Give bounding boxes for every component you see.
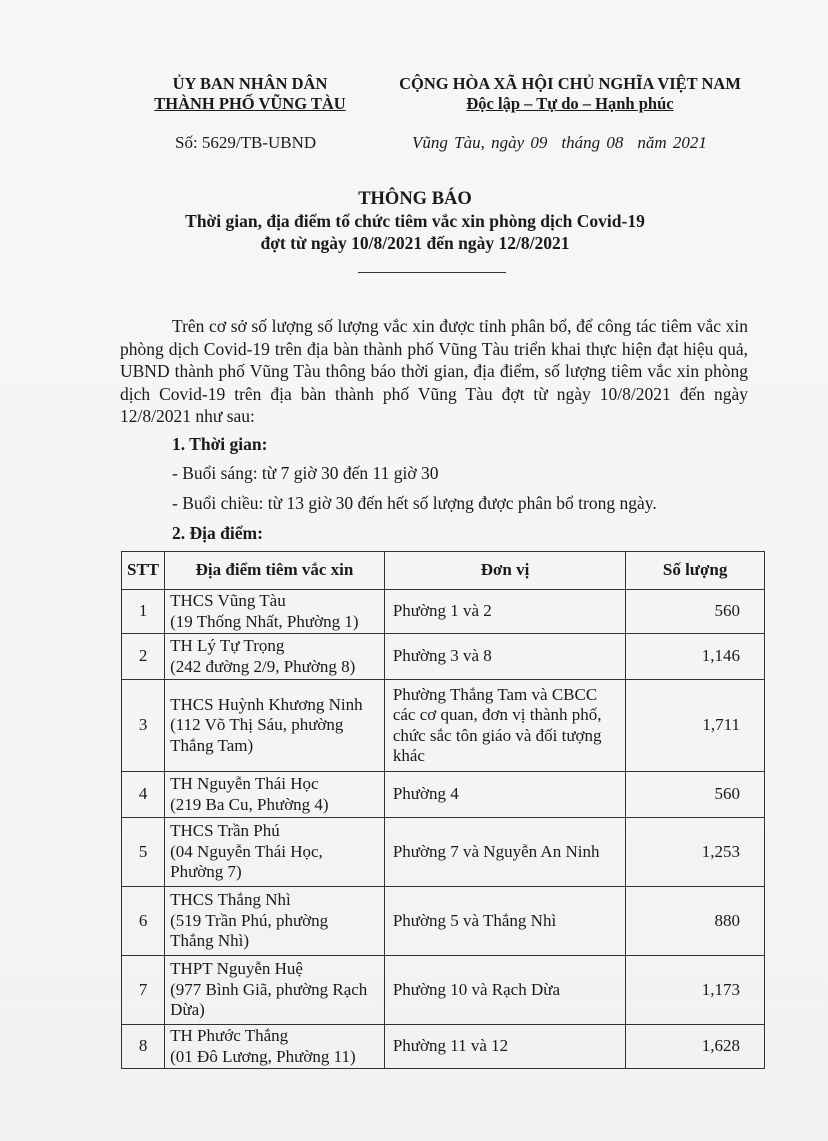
row-unit: Phường 10 và Rạch Dừa [384, 956, 625, 1025]
row-unit: Phường 7 và Nguyễn An Ninh [384, 818, 625, 887]
row-stt: 3 [122, 680, 165, 772]
table-row [122, 887, 765, 956]
location-line: (219 Ba Cu, Phường 4) [170, 794, 329, 814]
row-stt: 1 [122, 590, 165, 634]
document-number: Số: 5629/TB-UBND [175, 133, 317, 152]
header-location: Địa điểm tiêm vắc xin [165, 552, 385, 590]
row-unit: Phường 3 và 8 [384, 634, 625, 680]
location-line: (242 đường 2/9, Phường 8) [170, 656, 356, 676]
notice-subtitle-2: đợt từ ngày 10/8/2021 đến ngày 12/8/2021 [260, 233, 570, 253]
agency-line-1: ỦY BAN NHÂN DÂN [172, 74, 328, 93]
row-location [165, 772, 385, 818]
national-heading [380, 74, 760, 114]
afternoon-session: - Buổi chiều: từ 13 giờ 30 đến hết số lượng được phân bổ trong ngày. [172, 493, 657, 513]
location-line: Thắng Nhì) [170, 931, 249, 951]
row-quantity: 880 [626, 887, 765, 956]
row-unit: Phường 11 và 12 [384, 1025, 625, 1069]
table-row [122, 818, 765, 887]
section-location-heading: 2. Địa điểm: [172, 523, 263, 543]
row-location [165, 956, 385, 1025]
location-line: THCS Trần Phú [170, 821, 280, 841]
nation-motto: Độc lập – Tự do – Hạnh phúc [466, 94, 674, 113]
location-line: (977 Bình Giã, phường Rạch [170, 979, 368, 999]
location-line: Thắng Tam) [170, 735, 254, 755]
location-line: (519 Trần Phú, phường [170, 910, 329, 930]
table-row [122, 680, 765, 772]
notice-title [120, 188, 710, 254]
issuing-agency [135, 74, 365, 114]
location-line: (112 Võ Thị Sáu, phường [170, 715, 344, 735]
header-unit: Đơn vị [384, 552, 625, 590]
location-line: Dừa) [170, 1000, 205, 1020]
table-row [122, 956, 765, 1025]
table-row [122, 590, 765, 634]
table-row [122, 772, 765, 818]
location-line: (19 Thống Nhất, Phường 1) [170, 611, 359, 631]
section-time-heading: 1. Thời gian: [172, 434, 268, 454]
table-row [122, 1025, 765, 1069]
row-quantity: 560 [626, 590, 765, 634]
nation-line-1: CỘNG HÒA XÃ HỘI CHỦ NGHĨA VIỆT NAM [399, 74, 741, 93]
row-quantity: 1,253 [626, 818, 765, 887]
table-header-row [122, 552, 765, 590]
table-row [122, 634, 765, 680]
row-quantity: 560 [626, 772, 765, 818]
location-line: (04 Nguyễn Thái Học, [170, 841, 323, 861]
row-location [165, 887, 385, 956]
row-quantity: 1,711 [626, 680, 765, 772]
date-year: năm 2021 [637, 133, 707, 152]
row-location [165, 680, 385, 772]
location-line: THPT Nguyễn Huệ [170, 959, 303, 979]
location-line: (01 Đô Lương, Phường 11) [170, 1046, 356, 1066]
header-quantity: Số lượng [626, 552, 765, 590]
location-line: THCS Thắng Nhì [170, 890, 291, 910]
document-date [412, 133, 707, 153]
row-location [165, 634, 385, 680]
intro-paragraph: Trên cơ sở số lượng số lượng vắc xin được tỉnh phân bổ, để công tác tiêm vắc xin phòng dịch Covid-19 trên địa bàn thành phố Vũng Tàu triển khai thực hiện đạt hiệu quả, UBND thành phố Vũng Tàu thông báo thời gian, địa điểm, số lượng tiêm vắc xin phòng dịch Covid-19 trên địa bàn thành phố Vũng Tàu đợt từ ngày 10/8/2021 đến ngày 12/8/2021 như sau: [120, 316, 748, 426]
row-location [165, 818, 385, 887]
row-unit: Phường 4 [384, 772, 625, 818]
location-line: THCS Huỳnh Khương Ninh [170, 694, 363, 714]
row-unit: Phường Thắng Tam và CBCC các cơ quan, đơn vị thành phố, chức sắc tôn giáo và đối tượng khác [384, 680, 625, 772]
header-stt: STT [122, 552, 165, 590]
vaccination-sites-table [121, 551, 765, 1069]
location-line: TH Nguyễn Thái Học [170, 774, 319, 793]
row-unit: Phường 5 và Thắng Nhì [384, 887, 625, 956]
row-quantity: 1,628 [626, 1025, 765, 1069]
date-place-day: Vũng Tàu, ngày 09 [412, 133, 548, 152]
location-line: TH Phước Thắng [170, 1026, 289, 1045]
row-stt: 5 [122, 818, 165, 887]
location-line: Phường 7) [170, 862, 242, 882]
title-divider [358, 272, 506, 273]
row-quantity: 1,146 [626, 634, 765, 680]
row-stt: 6 [122, 887, 165, 956]
row-location [165, 590, 385, 634]
location-line: THCS Vũng Tàu [170, 591, 286, 610]
row-unit: Phường 1 và 2 [384, 590, 625, 634]
morning-session: - Buổi sáng: từ 7 giờ 30 đến 11 giờ 30 [172, 463, 439, 483]
row-quantity: 1,173 [626, 956, 765, 1025]
location-line: TH Lý Tự Trọng [170, 636, 285, 655]
row-location [165, 1025, 385, 1069]
row-stt: 8 [122, 1025, 165, 1069]
row-stt: 4 [122, 772, 165, 818]
notice-subtitle-1: Thời gian, địa điểm tổ chức tiêm vắc xin phòng dịch Covid-19 [185, 211, 645, 231]
date-month: tháng 08 [561, 133, 624, 152]
agency-line-2: THÀNH PHỐ VŨNG TÀU [154, 94, 346, 113]
notice-title-main: THÔNG BÁO [358, 189, 472, 209]
row-stt: 7 [122, 956, 165, 1025]
row-stt: 2 [122, 634, 165, 680]
